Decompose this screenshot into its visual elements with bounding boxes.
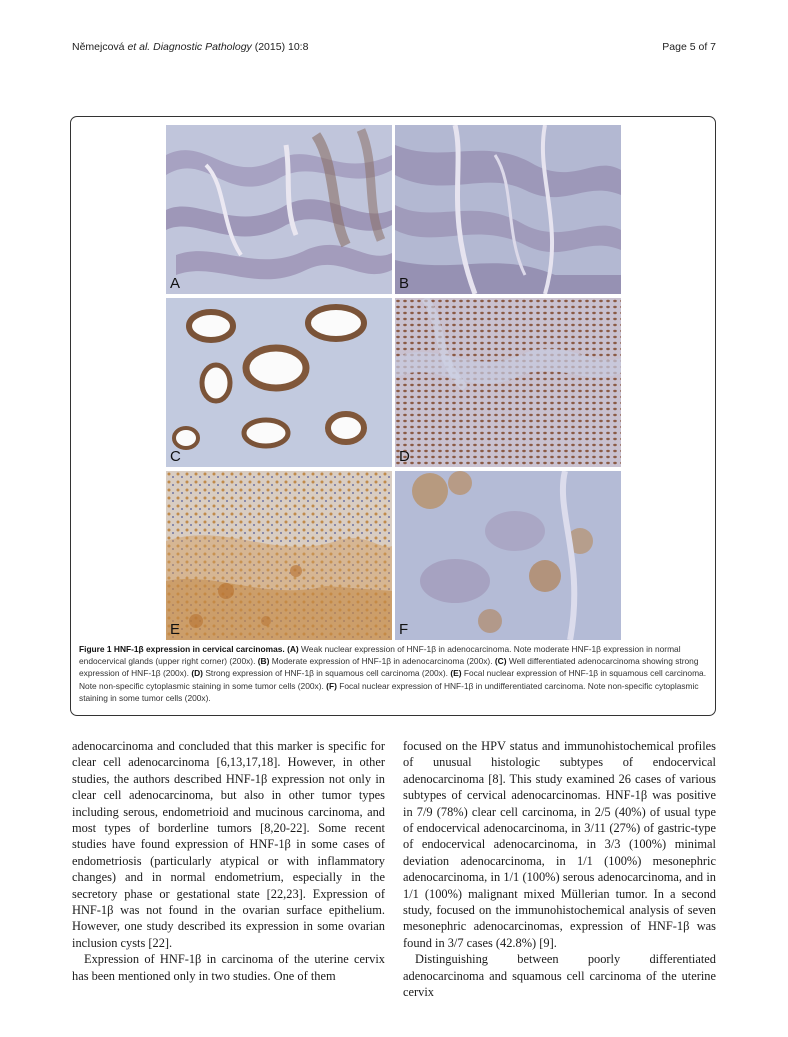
- caption-label-c: (C): [494, 656, 507, 667]
- citation-header: [72, 41, 308, 53]
- caption-title: Figure 1 HNF-1β expression in cervical carcinomas.: [79, 644, 285, 654]
- body-column-right: [403, 738, 716, 1001]
- panel-e-micrograph: [166, 471, 392, 640]
- panel-a-micrograph: [166, 125, 392, 294]
- panel-c-label: C: [170, 448, 181, 465]
- header-etal: et al.: [127, 41, 151, 53]
- caption-text-e: Focal nuclear expression of HNF-1β in squamous cell carcinoma. Note non-specific cytoplasmic staining in some tumor cells (200x).: [79, 668, 707, 691]
- panel-e-image: [166, 471, 392, 640]
- caption-label-d: (D): [191, 668, 203, 679]
- panel-a-image: [166, 125, 392, 294]
- caption-text-a: Weak nuclear expression of HNF-1β in adenocarcinoma. Note moderate HNF-1β expression in normal endocervical glands (upper right corner) (200x).: [79, 644, 681, 667]
- caption-text-f: Focal nuclear expression of HNF-1β in undifferentiated carcinoma. Note non-specific cytoplasmic staining in some tumor cells (200x).: [79, 680, 699, 703]
- panel-a-label: A: [170, 275, 181, 292]
- page-number: Page 5 of 7: [662, 41, 716, 53]
- panel-e-label: E: [170, 621, 181, 638]
- panel-d-micrograph: [395, 298, 621, 467]
- caption-label-e: (E): [450, 668, 462, 679]
- caption-text-d: Strong expression of HNF-1β in squamous cell carcinoma (200x).: [205, 668, 448, 679]
- caption-label-b: (B): [257, 656, 270, 667]
- panel-f-image: [395, 471, 621, 640]
- figure-caption: [79, 643, 707, 704]
- caption-label-f: (F): [326, 680, 337, 691]
- caption-text-b: Moderate expression of HNF-1β in adenocarcinoma (200x).: [271, 656, 493, 667]
- panel-c-image: [166, 298, 392, 467]
- panel-b-label: B: [399, 275, 410, 292]
- paragraph: focused on the HPV status and immunohistochemical profiles of unusual histologic subtypes of endocervical adenocarcinoma [8]. This study examined 26 cases of various subtypes of cervical adenocarcinomas. HNF-1β was positive in 7/9 (78%) clear cell carcinoma, in 2/5 (40%) of usual type of endocervical adenocarcinoma, in 3/11 (27%) of gastric-type of endocervical adenocarcinoma, in 3/3 (100%) minimal deviation adenocarcinoma, in 1/1 (100%) mesonephric adenocarcinoma, in 1/1 (100%) serous adenocarcinoma, and in 1/1 (100%) malignant mixed Müllerian tumor. In a second study, focused on the immunohistochemical analysis of seven mesonephric adenocarcinomas, expression of HNF-1β was found in 3/7 cases (42.8%) [9].: [403, 739, 716, 950]
- paragraph: Expression of HNF-1β in carcinoma of the uterine cervix has been mentioned only in two studies. One of them: [72, 952, 385, 983]
- panel-b-image: [395, 125, 621, 294]
- paragraph: Distinguishing between poorly differentiated adenocarcinoma and squamous cell carcinoma of the uterine cervix: [403, 952, 716, 1000]
- panel-c-micrograph: [166, 298, 392, 467]
- header-authors: Němejcová: [72, 41, 125, 53]
- panel-d-image: [395, 298, 621, 467]
- panel-d-label: D: [399, 448, 410, 465]
- paragraph: adenocarcinoma and concluded that this marker is specific for clear cell adenocarcinoma [6,13,17,18]. However, in other studies, the authors described HNF-1β expression not only in clear cell adenocarcinoma, but also in other tumor types including serous, endometrioid and mucinous carcinoma, and most types of borderline tumors [8,20-22]. Some recent studies have found expression of HNF-1β in some cases of endometriosis (particularly atypical or with inflammatory changes) and in normal endometrium, especially in the secretory phase or gestational state [22,23]. Expression of HNF-1β was not found in the ovarian surface epithelium. However, one study described its expression in some ovarian inclusion cysts [22].: [72, 739, 385, 950]
- header-year: (2015) 10:8: [254, 41, 309, 53]
- body-column-left: [72, 738, 385, 984]
- panel-b-micrograph: [395, 125, 621, 294]
- caption-label-a: (A): [287, 644, 299, 654]
- header-journal: Diagnostic Pathology: [153, 41, 252, 53]
- caption-text-c: Well differentiated adenocarcinoma showing strong expression of HNF-1β (200x).: [79, 656, 699, 679]
- panel-f-label: F: [399, 621, 409, 638]
- panel-f-micrograph: [395, 471, 621, 640]
- figure-1: [70, 116, 716, 716]
